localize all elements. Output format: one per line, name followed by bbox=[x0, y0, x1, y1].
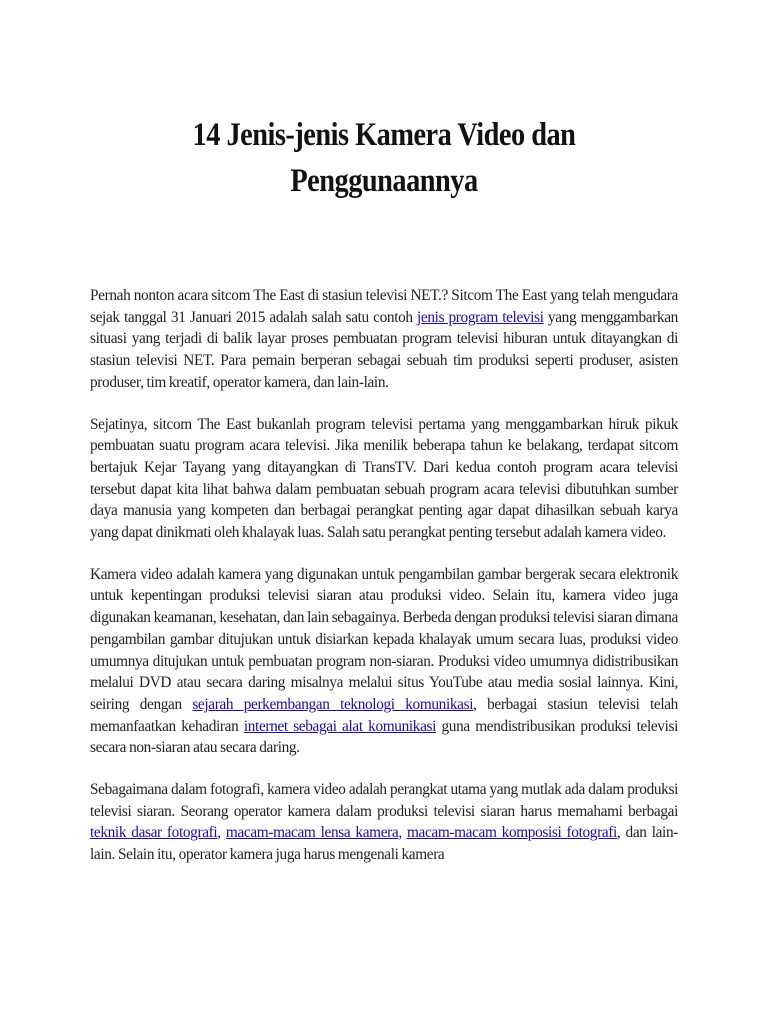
paragraph-1-text-b: yang menggambarkan situasi yang terjadi di balik layar proses pembuatan program televisi hiburan untuk ditayangkan di stasiun televisi NET. Para pemain berperan sebagai sebuah tim produksi seperti produser, asisten produser, tim kreatif, operator kamera, dan lain-lain. bbox=[90, 308, 678, 391]
paragraph-2-text: Sejatinya, sitcom The East bukanlah program televisi pertama yang menggambarkan hiruk pikuk pembuatan suatu program acara televisi. Jika menilik beberapa tahun ke belakang, terdapat sitcom bertajuk Kejar Tayang yang ditayangkan di TransTV. Dari kedua contoh program acara televisi tersebut dapat kita lihat bahwa dalam pembuatan sebuah program acara televisi dibutuhkan sumber daya manusia yang kompeten dan berbagai perangkat penting agar dapat dihasilkan sebuah karya yang dapat dinikmati oleh khalayak luas. Salah satu perangkat penting tersebut adalah kamera video. bbox=[90, 415, 678, 542]
article-title: 14 Jenis-jenis Kamera Video dan Penggunaannya bbox=[192, 117, 576, 199]
link-teknik-dasar-fotografi[interactable]: teknik dasar fotografi bbox=[90, 824, 218, 842]
paragraph-4-sep-2: , bbox=[398, 824, 407, 842]
paragraph-2 bbox=[90, 414, 678, 544]
link-jenis-program-televisi[interactable]: jenis program televisi bbox=[417, 308, 544, 326]
paragraph-3-text-a: Kamera video adalah kamera yang digunakan untuk pengambilan gambar bergerak secara elektronik untuk kepentingan produksi televisi siaran atau produksi video. Selain itu, kamera video juga digunakan keamanan, kesehatan, dan lain sebagainya. Berbeda dengan produksi televisi siaran dimana pengambilan gambar ditujukan untuk disiarkan kepada khalayak umum secara luas, produksi video umumnya ditujukan untuk pembuatan program non-siaran. Produksi video umumnya didistribusikan melalui DVD atau secara daring misalnya melalui situs YouTube atau media sosial lainnya. Kini, seiring dengan bbox=[90, 565, 678, 713]
paragraph-3-text-b: , berbagai stasiun televisi telah memanfaatkan kehadiran bbox=[90, 695, 678, 735]
paragraph-1 bbox=[90, 285, 678, 394]
paragraph-3-text-c: guna mendistribusikan produksi televisi secara non-siaran atau secara daring. bbox=[90, 717, 678, 757]
paragraph-4-text-b: , dan lain-lain. Selain itu, operator kamera juga harus mengenali kamera bbox=[90, 824, 678, 864]
link-macam-macam-lensa-kamera[interactable]: macam-macam lensa kamera bbox=[225, 824, 399, 842]
paragraph-4 bbox=[90, 779, 678, 866]
paragraph-3 bbox=[90, 564, 678, 759]
link-internet-sebagai-alat-komunikasi[interactable]: internet sebagai alat komunikasi bbox=[243, 717, 437, 735]
link-macam-macam-komposisi-fotografi[interactable]: macam-macam komposisi fotografi bbox=[406, 824, 617, 842]
article-body bbox=[90, 285, 678, 886]
paragraph-1-text-a: Pernah nonton acara sitcom The East di stasiun televisi NET.? Sitcom The East yang telah mengudara sejak tanggal 31 Januari 2015 adalah salah satu contoh bbox=[90, 287, 678, 326]
paragraph-4-sep-1: , bbox=[217, 824, 226, 842]
link-sejarah-perkembangan-teknologi-komunikasi[interactable]: sejarah perkembangan teknologi komunikasi bbox=[192, 695, 474, 713]
paragraph-4-text-a: Sebagaimana dalam fotografi, kamera video adalah perangkat utama yang mutlak ada dalam produksi televisi siaran. Seorang operator kamera dalam produksi televisi siaran harus memahami berbagai bbox=[90, 781, 678, 820]
